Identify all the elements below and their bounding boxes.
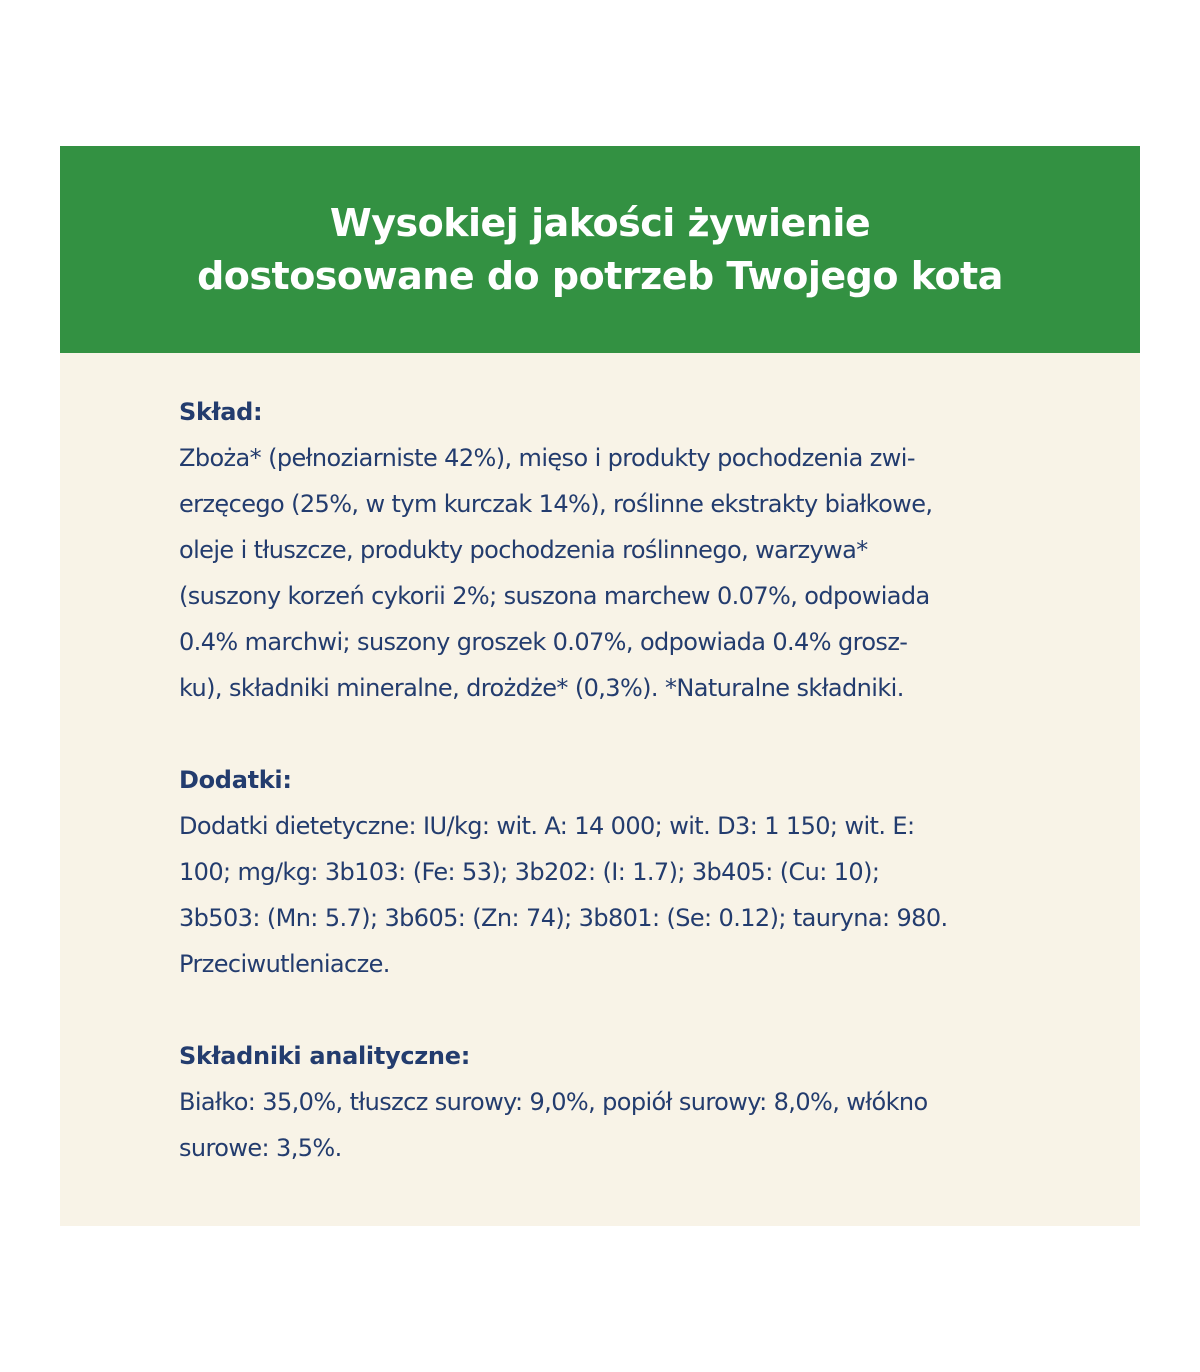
section-text-line: 100; mg/kg: 3b103: (Fe: 53); 3b202: (I: 1.7); 3b405: (Cu: 10); [179, 858, 880, 886]
section-text-line: Dodatki dietetyczne: IU/kg: wit. A: 14 000; wit. D3: 1 150; wit. E: [179, 812, 915, 840]
header-banner [60, 146, 1140, 353]
section-text-line: (suszony korzeń cykorii 2%; suszona marchew 0.07%, odpowiada [179, 582, 930, 610]
section-text-line: oleje i tłuszcze, produkty pochodzenia roślinnego, warzywa* [179, 536, 868, 564]
section-additives [179, 757, 1059, 987]
section-text-line: Białko: 35,0%, tłuszcz surowy: 9,0%, popiół surowy: 8,0%, włókno [179, 1088, 928, 1116]
section-analytical-constituents [179, 1033, 1059, 1171]
section-text-line: Przeciwutleniacze. [179, 950, 390, 978]
section-text-line: 3b503: (Mn: 5.7); 3b605: (Zn: 74); 3b801: (Se: 0.12); tauryna: 980. [179, 904, 948, 932]
section-text-line: 0.4% marchwi; suszony groszek 0.07%, odpowiada 0.4% grosz- [179, 628, 908, 656]
section-text-line: surowe: 3,5%. [179, 1134, 342, 1162]
section-heading: Skład: [179, 398, 263, 426]
banner-title-line: dostosowane do potrzeb Twojego kota [197, 253, 1003, 298]
section-heading: Składniki analityczne: [179, 1042, 470, 1070]
banner-title [197, 197, 1003, 303]
content-area [179, 389, 1059, 1217]
section-text-line: ku), składniki mineralne, drożdże* (0,3%). *Naturalne składniki. [179, 674, 904, 702]
section-heading: Dodatki: [179, 766, 292, 794]
section-text-line: Zboża* (pełnoziarniste 42%), mięso i produkty pochodzenia zwi- [179, 444, 915, 472]
section-text-line: erzęcego (25%, w tym kurczak 14%), roślinne ekstrakty białkowe, [179, 490, 933, 518]
product-info-card [60, 146, 1140, 1226]
section-composition [179, 389, 1059, 711]
banner-title-line: Wysokiej jakości żywienie [329, 200, 871, 245]
